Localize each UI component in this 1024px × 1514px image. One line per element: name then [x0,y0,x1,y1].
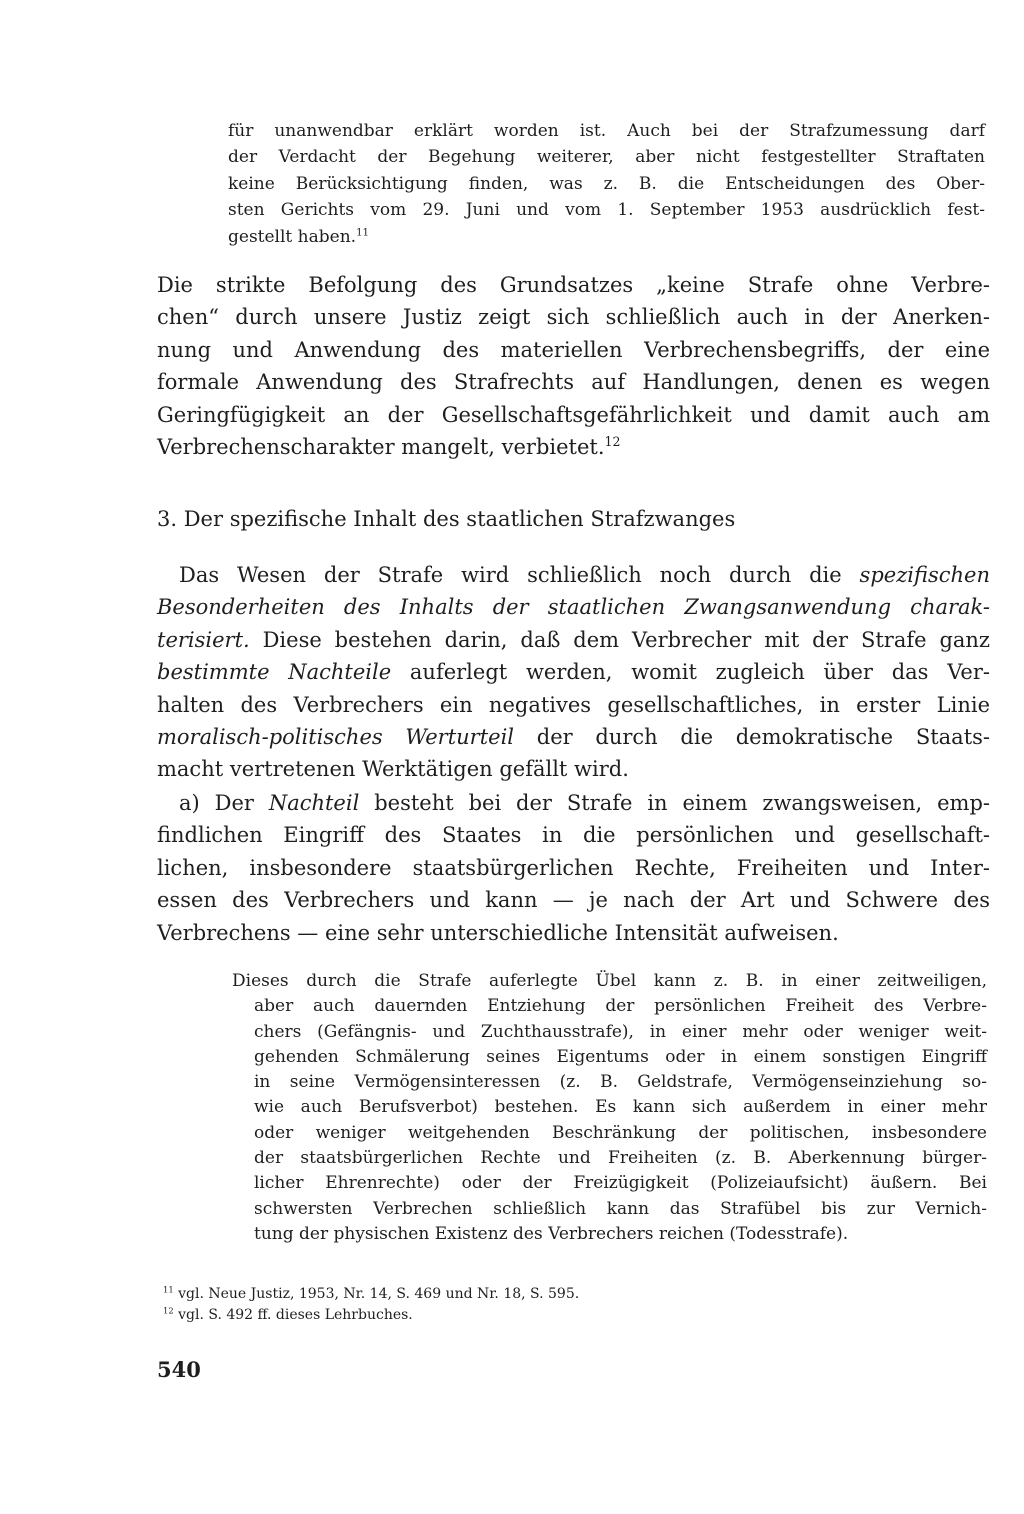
italic-emphasis: Besonderheiten des Inhalts der staatlichen Zwangsanwendung charak- [157,595,990,620]
italic-emphasis: Nachteil [268,791,360,815]
text-segment: a) Der [179,791,269,815]
text-line [157,656,990,688]
text-line: lichen, insbesondere staatsbürgerlichen Rechte, Freiheiten und Inter- [157,855,990,880]
text-segment: gestellt haben. [228,226,357,247]
text-line: der Verdacht der Begehung weiterer, aber nicht festgestellter Straftaten [228,147,985,168]
text-line: wie auch Berufsverbot) bestehen. Es kann sich außerdem in einer mehr [254,1097,987,1118]
text-segment: der durch die demokratische Staats- [514,725,991,750]
text-line: sten Gerichts vom 29. Juni und vom 1. September 1953 ausdrücklich fest- [228,200,985,221]
paragraph-examples [232,969,987,1247]
text-line: macht vertretenen Werktätigen gefällt wird. [157,757,629,782]
text-line: Verbrechens — eine sehr unterschiedliche Intensität aufweisen. [157,920,839,945]
text-line: aber auch dauernden Entziehung der persönlichen Freiheit des Verbre- [254,996,987,1017]
text-line: Geringfügigkeit an der Gesellschaftsgefährlichkeit und damit auch am [157,402,990,427]
text-line: essen des Verbrechers und kann — je nach der Art und Schwere des [157,888,990,913]
page-number: 540 [157,1357,201,1382]
text-line [157,431,990,463]
footnotes [163,1284,579,1326]
text-segment: Verbrechenscharakter mangelt, verbietet. [157,435,605,460]
text-line: nung und Anwendung des materiellen Verbrechensbegriffs, der eine [157,337,990,362]
italic-emphasis: moralisch-politisches Werturteil [157,725,515,750]
text-line: der staatsbürgerlichen Rechte und Freiheiten (z. B. Aberkennung bürger- [254,1148,987,1169]
text-segment: Diese bestehen darin, daß dem Verbrecher mit der Strafe ganz [249,627,990,652]
text-line: findlichen Eingriff des Staates in die persönlichen und gesellschaft- [157,823,990,848]
footnote-reference: 12 [604,434,621,450]
text-line [157,787,990,819]
text-segment: Das Wesen der Strafe wird schließlich noch durch die [179,563,860,587]
text-line: oder weniger weitgehenden Beschränkung der politischen, insbesondere [254,1122,987,1143]
text-line: licher Ehrenrechte) oder der Freizügigkeit (Polizeiaufsicht) äußern. Bei [254,1173,987,1194]
footnote-marker: 11 [163,1284,174,1295]
text-line: formale Anwendung des Strafrechts auf Handlungen, denen es wegen [157,370,990,395]
text-line [228,224,985,250]
text-line: gehenden Schmälerung seines Eigentums oder in einem sonstigen Eingriff [254,1046,987,1067]
text-line: chers (Gefängnis- und Zuchthausstrafe), in einer mehr oder weniger weit- [254,1021,987,1042]
text-line: Dieses durch die Strafe auferlegte Übel kann z. B. in einer zeitweiligen, [232,971,987,991]
text-segment: auferlegt werden, womit zugleich über das Ver- [391,660,990,685]
footnote-12 [163,1305,579,1326]
paragraph-nature-of-punishment [157,559,990,786]
text-segment: besteht bei der Strafe in einem zwangsweisen, emp- [359,791,990,815]
italic-emphasis: spezifischen [859,563,990,587]
italic-emphasis: terisiert. [157,627,250,652]
text-line: in seine Vermögensinteressen (z. B. Geldstrafe, Vermögenseinziehung so- [254,1072,987,1093]
text-line: für unanwendbar erklärt worden ist. Auch bei der Strafzumessung darf [228,121,985,141]
text-line: halten des Verbrechers ein negatives gesellschaftliches, in erster Linie [157,692,990,717]
paragraph-disadvantage [157,787,990,949]
text-line: chen“ durch unsere Justiz zeigt sich schließlich auch in der Anerken- [157,305,990,330]
text-line [157,559,990,591]
footnote-marker: 12 [163,1305,174,1316]
text-line: tung der physischen Existenz des Verbrechers reichen (Todesstrafe). [254,1223,849,1244]
footnote-reference: 11 [356,226,370,238]
footnote-text: vgl. Neue Justiz, 1953, Nr. 14, S. 469 und Nr. 18, S. 595. [173,1286,580,1302]
paragraph-legal-principle [157,269,990,463]
text-line: keine Berücksichtigung finden, was z. B. die Entscheidungen des Ober- [228,173,985,194]
text-line [157,624,990,656]
paragraph-continuation [228,118,985,250]
italic-emphasis: bestimmte Nachteile [157,660,392,685]
text-line: schwersten Verbrechen schließlich kann das Strafübel bis zur Vernich- [254,1198,987,1219]
footnote-11 [163,1284,579,1305]
text-line [157,721,990,753]
section-heading: 3. Der spezifische Inhalt des staatlichen Strafzwanges [157,507,736,531]
text-line [157,591,990,623]
text-line: Die strikte Befolgung des Grundsatzes „keine Strafe ohne Verbre- [157,273,990,297]
footnote-text: vgl. S. 492 ff. dieses Lehrbuches. [173,1307,413,1323]
